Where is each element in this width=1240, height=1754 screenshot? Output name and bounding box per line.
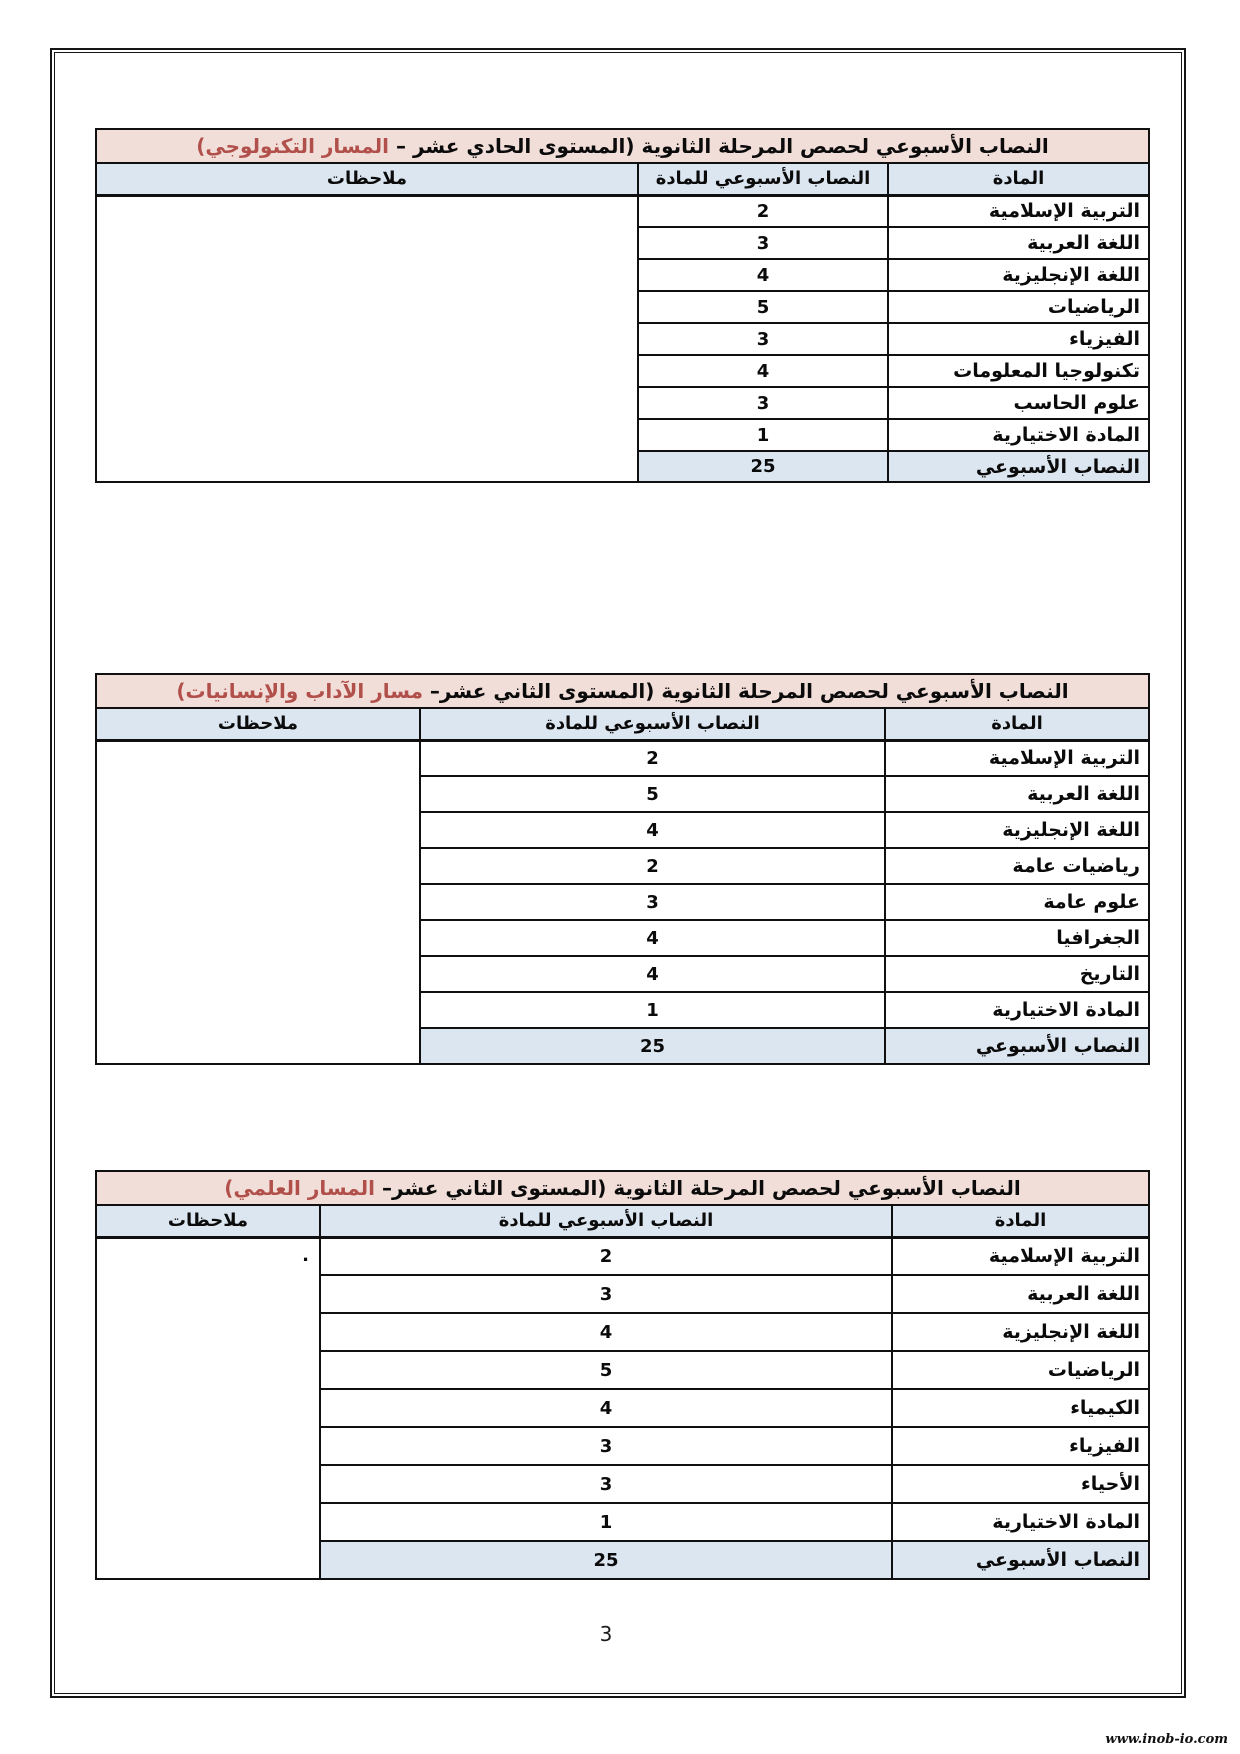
- column-header-notes: ملاحظات: [96, 1205, 320, 1237]
- quota-cell: 3: [420, 884, 885, 920]
- table-row: [96, 1237, 1149, 1275]
- quota-cell: 1: [420, 992, 885, 1028]
- subject-cell: المادة الاختيارية: [888, 419, 1149, 451]
- table-title-track: المسار العلمي): [224, 1176, 376, 1200]
- table-title-text: النصاب الأسبوعي لحصص المرحلة الثانوية (المستوى الثاني عشر–: [422, 679, 1069, 703]
- subject-cell: الجغرافيا: [885, 920, 1149, 956]
- table-title-track: مسار الآداب والإنسانيات): [176, 679, 423, 703]
- quota-cell: 4: [320, 1313, 892, 1351]
- table-row: [96, 740, 1149, 776]
- quota-cell: 5: [638, 291, 888, 323]
- subject-cell: اللغة العربية: [888, 227, 1149, 259]
- table-title: [96, 1171, 1149, 1205]
- column-header-notes: ملاحظات: [96, 708, 420, 740]
- subject-cell: علوم عامة: [885, 884, 1149, 920]
- notes-cell: [96, 195, 638, 482]
- quota-cell: 4: [420, 956, 885, 992]
- subject-cell: الكيمياء: [892, 1389, 1149, 1427]
- table-header-row: [96, 1205, 1149, 1237]
- subject-cell: المادة الاختيارية: [892, 1503, 1149, 1541]
- schedule-table-grade11-technology: [95, 128, 1150, 483]
- subject-cell: التربية الإسلامية: [885, 740, 1149, 776]
- table-row: [96, 195, 1149, 227]
- subject-cell: اللغة العربية: [892, 1275, 1149, 1313]
- subject-cell: الرياضيات: [888, 291, 1149, 323]
- table-title-row: [96, 1171, 1149, 1205]
- column-header-subject: المادة: [885, 708, 1149, 740]
- column-header-quota: النصاب الأسبوعي للمادة: [320, 1205, 892, 1237]
- quota-cell: 1: [638, 419, 888, 451]
- column-header-subject: المادة: [892, 1205, 1149, 1237]
- table-title-row: [96, 129, 1149, 163]
- subject-cell: الرياضيات: [892, 1351, 1149, 1389]
- column-header-notes: ملاحظات: [96, 163, 638, 195]
- notes-cell: .: [96, 1237, 320, 1579]
- schedule-table-grade12-scientific: [95, 1170, 1150, 1580]
- table-header-row: [96, 163, 1149, 195]
- table-title-row: [96, 674, 1149, 708]
- notes-cell: [96, 740, 420, 1064]
- subject-cell: الفيزياء: [888, 323, 1149, 355]
- total-value: 25: [320, 1541, 892, 1579]
- quota-cell: 3: [320, 1427, 892, 1465]
- quota-cell: 2: [638, 195, 888, 227]
- quota-cell: 3: [638, 227, 888, 259]
- table-title: [96, 129, 1149, 163]
- subject-cell: الفيزياء: [892, 1427, 1149, 1465]
- quota-cell: 4: [638, 355, 888, 387]
- column-header-quota: النصاب الأسبوعي للمادة: [420, 708, 885, 740]
- subject-cell: رياضيات عامة: [885, 848, 1149, 884]
- subject-cell: اللغة العربية: [885, 776, 1149, 812]
- table-header-row: [96, 708, 1149, 740]
- table-title: [96, 674, 1149, 708]
- quota-cell: 3: [320, 1465, 892, 1503]
- quota-cell: 2: [420, 740, 885, 776]
- quota-cell: 2: [320, 1237, 892, 1275]
- subject-cell: الأحياء: [892, 1465, 1149, 1503]
- column-header-subject: المادة: [888, 163, 1149, 195]
- table-title-track: المسار التكنولوجي): [196, 134, 390, 158]
- subject-cell: التربية الإسلامية: [888, 195, 1149, 227]
- page-number: 3: [599, 1622, 613, 1646]
- quota-cell: 5: [420, 776, 885, 812]
- quota-cell: 3: [320, 1275, 892, 1313]
- total-label: النصاب الأسبوعي: [888, 451, 1149, 482]
- subject-cell: تكنولوجيا المعلومات: [888, 355, 1149, 387]
- quota-cell: 4: [420, 812, 885, 848]
- subject-cell: التربية الإسلامية: [892, 1237, 1149, 1275]
- table-title-text: النصاب الأسبوعي لحصص المرحلة الثانوية (المستوى الحادي عشر –: [389, 134, 1049, 158]
- quota-cell: 5: [320, 1351, 892, 1389]
- quota-cell: 4: [320, 1389, 892, 1427]
- subject-cell: المادة الاختيارية: [885, 992, 1149, 1028]
- total-value: 25: [638, 451, 888, 482]
- subject-cell: اللغة الإنجليزية: [892, 1313, 1149, 1351]
- subject-cell: التاريخ: [885, 956, 1149, 992]
- quota-cell: 3: [638, 323, 888, 355]
- schedule-table-grade12-humanities: [95, 673, 1150, 1065]
- quota-cell: 1: [320, 1503, 892, 1541]
- subject-cell: اللغة الإنجليزية: [885, 812, 1149, 848]
- quota-cell: 3: [638, 387, 888, 419]
- watermark-url: www.inob-io.com: [1105, 1732, 1228, 1747]
- subject-cell: علوم الحاسب: [888, 387, 1149, 419]
- quota-cell: 2: [420, 848, 885, 884]
- quota-cell: 4: [420, 920, 885, 956]
- quota-cell: 4: [638, 259, 888, 291]
- total-label: النصاب الأسبوعي: [892, 1541, 1149, 1579]
- total-label: النصاب الأسبوعي: [885, 1028, 1149, 1064]
- subject-cell: اللغة الإنجليزية: [888, 259, 1149, 291]
- table-title-text: النصاب الأسبوعي لحصص المرحلة الثانوية (المستوى الثاني عشر–: [375, 1176, 1021, 1200]
- column-header-quota: النصاب الأسبوعي للمادة: [638, 163, 888, 195]
- total-value: 25: [420, 1028, 885, 1064]
